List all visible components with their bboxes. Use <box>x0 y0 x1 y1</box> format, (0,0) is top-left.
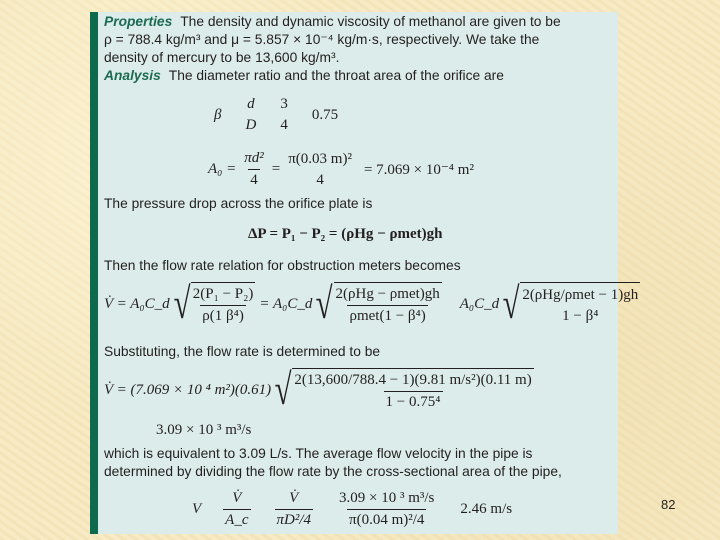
pressure-equation: ΔP = P₁ − P₂ = (ρHg − ρmet)gh <box>248 226 443 242</box>
sqrt-sign-4: √ <box>274 365 292 414</box>
flow-rad2-den: ρmet(1 − β⁴) <box>347 305 427 325</box>
area-num-1: πd² <box>244 150 264 166</box>
beta-result: 0.75 <box>311 106 339 123</box>
flow-rad3-den: 1 − β⁴ <box>562 307 599 324</box>
velocity-result: 2.46 m/s <box>460 501 513 517</box>
properties-line-3: density of mercury to be 13,600 kg/m³. <box>104 50 340 65</box>
panel-accent-bar <box>90 12 98 534</box>
properties-line-1 <box>104 14 604 30</box>
velocity-lhs: V <box>192 501 202 517</box>
area-lhs: A₀ = <box>208 161 237 177</box>
flow-rad3-num: 2(ρHg/ρmet − 1)gh <box>522 286 639 303</box>
equivalent-line-2: determined by dividing the flow rate by the cross-sectional area of the pipe, <box>104 464 562 479</box>
velocity-f1-num: V̇ <box>232 490 242 506</box>
flow-rad2-num: 2(ρHg − ρmet)gh <box>335 286 440 302</box>
area-num-2: π(0.03 m)² <box>288 150 352 167</box>
velocity-equation <box>192 490 512 529</box>
properties-heading: Properties <box>104 14 173 29</box>
subst-lhs: V̇ = (7.069 × 10 ⁴ m²)(0.61) <box>104 381 272 398</box>
flow-mid: = A₀C_d <box>259 295 313 312</box>
velocity-f2-num: V̇ <box>289 490 299 506</box>
area-equation <box>208 150 474 189</box>
substitution-equation <box>104 365 534 414</box>
flow-lhs: V̇ = A₀C_d <box>104 295 170 312</box>
analysis-text: The diameter ratio and the throat area of the orifice are <box>168 68 504 83</box>
area-equals: = <box>271 161 281 177</box>
sqrt-sign-2: √ <box>315 279 333 328</box>
solution-panel <box>90 12 639 534</box>
flow-rad1-den: ρ(1 β⁴) <box>200 305 246 325</box>
beta-den: D <box>245 117 257 133</box>
analysis-line <box>104 68 504 84</box>
beta-den-2: 4 <box>280 117 288 133</box>
flow-rad1-num: 2(P₁ − P₂) <box>192 286 254 302</box>
properties-line-2: ρ = 788.4 kg/m³ and μ = 5.857 × 10⁻⁴ kg/m·s, respectively. We take the <box>104 32 540 47</box>
velocity-f3-num: 3.09 × 10 ³ m³/s <box>339 490 435 506</box>
equivalent-line-1: which is equivalent to 3.09 L/s. The average flow velocity in the pipe is <box>104 446 533 461</box>
sqrt-sign-1: √ <box>173 279 191 328</box>
flow-right: A₀C_d <box>459 295 500 312</box>
flow-equation <box>104 279 640 328</box>
page-number: 82 <box>661 497 676 512</box>
beta-num-2: 3 <box>280 96 288 112</box>
subst-rad-den: 1 − 0.75⁴ <box>384 391 443 411</box>
pressure-text: The pressure drop across the orifice plate is <box>104 196 373 211</box>
flow-relation-text: Then the flow rate relation for obstruction meters becomes <box>104 258 461 273</box>
sqrt-sign-3: √ <box>502 279 520 328</box>
subst-rad-num: 2(13,600/788.4 − 1)(9.81 m/s²)(0.11 m) <box>294 372 532 388</box>
area-den-2: 4 <box>316 171 324 188</box>
velocity-f3-den: π(0.04 m)²/4 <box>347 509 426 529</box>
substitution-text: Substituting, the flow rate is determined to be <box>104 344 381 359</box>
beta-num: d <box>247 96 255 112</box>
velocity-f1-den: A_c <box>223 509 250 529</box>
area-result: = 7.069 × 10⁻⁴ m² <box>363 162 474 178</box>
beta-lhs: β <box>214 106 222 123</box>
velocity-f2-den: πD²/4 <box>275 509 314 529</box>
analysis-heading: Analysis <box>104 68 161 83</box>
properties-text-1: The density and dynamic viscosity of methanol are given to be <box>180 14 561 29</box>
subst-result: 3.09 × 10 ³ m³/s <box>156 422 252 438</box>
beta-equation <box>214 96 338 134</box>
area-den-1: 4 <box>248 169 260 189</box>
